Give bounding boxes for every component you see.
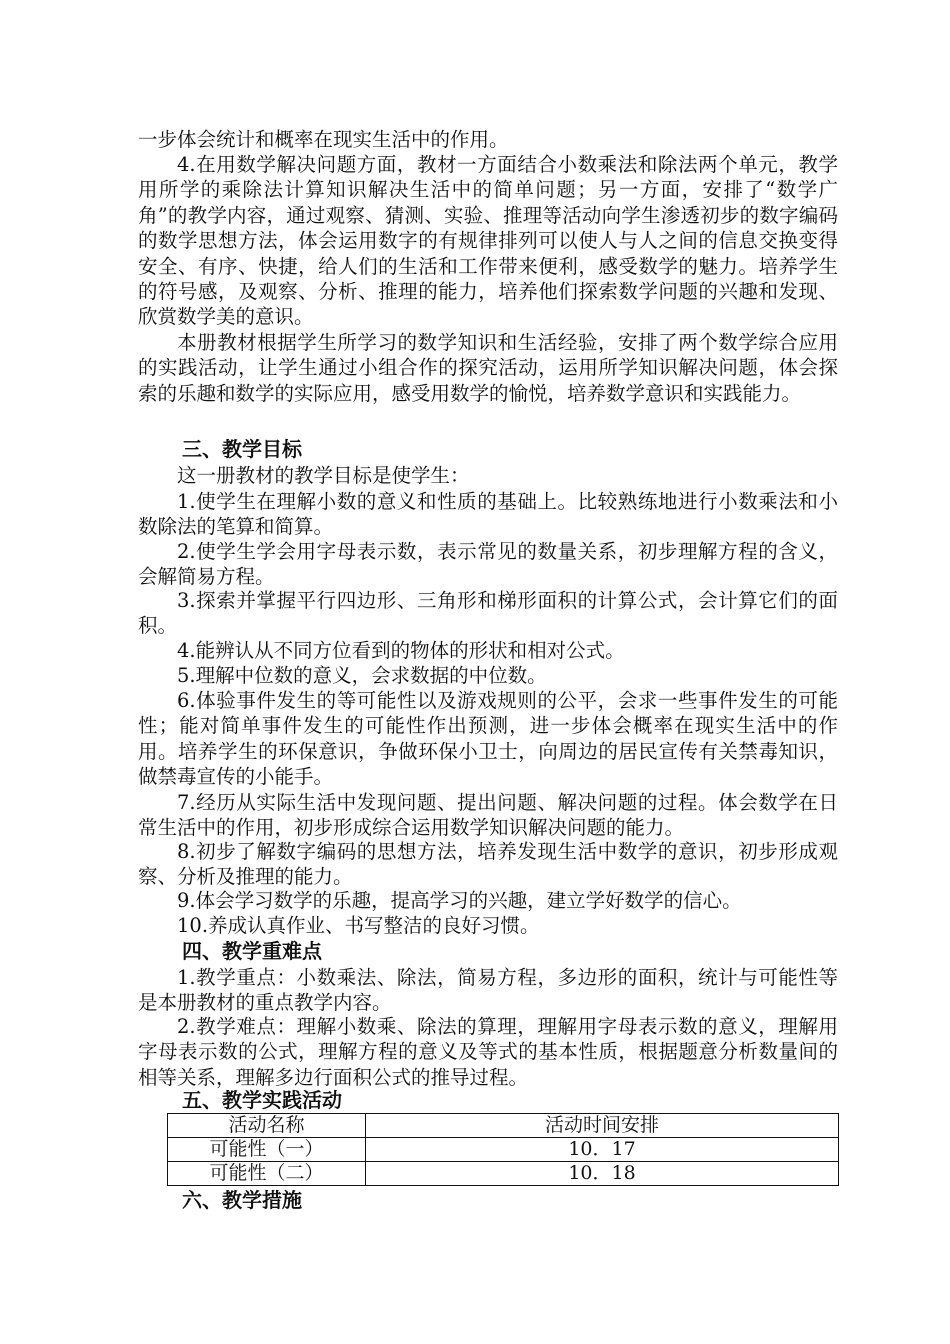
paragraph-practice-activities: 本册教材根据学生所学习的数学知识和生活经验，安排了两个数学综合应用的实践活动，让学生通过小组合作的探究活动，运用所学知识解决问题，体会探索的乐趣和数学的实际应用，感受用数学的愉悦，培养数学意识和实践能力。 — [138, 331, 838, 405]
paragraph-problem-solving: 4.在用数学解决问题方面，教材一方面结合小数乘法和除法两个单元，教学用所学的乘除法计算知识解决生活中的简单问题；另一方面，安排了“数学广角”的教学内容，通过观察、猜测、实验、推理等活动向学生渗透初步的数字编码的数学思想方法，体会运用数字的有规律排列可以使人与人之间的信息交换变得安全、有序、快捷，给人们的生活和工作带来便利，感受数学的魅力。培养学生的符号感，及观察、分析、推理的能力，培养他们探索数学问题的兴趣和发现、欣赏数学美的意识。 — [138, 153, 838, 329]
table-header-row — [168, 1114, 839, 1138]
table-header-activity-time: 活动时间安排 — [366, 1114, 839, 1138]
goal-item-9: 9.体会学习数学的乐趣，提高学习的兴趣，建立学好数学的信心。 — [177, 889, 742, 912]
goal-item-5: 5.理解中位数的意义，会求数据的中位数。 — [177, 664, 547, 687]
goal-item-7: 7.经历从实际生活中发现问题、提出问题、解决问题的过程。体会数学在日常生活中的作用，初步形成综合运用数学知识解决问题的能力。 — [138, 791, 838, 840]
goal-item-8: 8.初步了解数字编码的思想方法，培养发现生活中数学的意识，初步形成观察、分析及推理的能力。 — [138, 840, 838, 889]
key-point-item-1: 1.教学重点：小数乘法、除法，简易方程，多边形的面积，统计与可能性等是本册教材的重点教学内容。 — [138, 966, 838, 1015]
goal-item-10: 10.养成认真作业、书写整洁的良好习惯。 — [177, 914, 540, 937]
activity-table — [167, 1113, 839, 1186]
goal-item-3: 3.探索并掌握平行四边形、三角形和梯形面积的计算公式，会计算它们的面积。 — [138, 589, 838, 638]
key-point-item-2: 2.教学难点：理解小数乘、除法的算理，理解用字母表示数的意义，理解用字母表示数的公式，理解方程的意义及等式的基本性质，根据题意分析数量间的相等关系，理解多边行面积公式的推导过程。 — [138, 1015, 838, 1089]
table-row — [168, 1138, 839, 1162]
table-cell-activity-time: 10．18 — [366, 1162, 839, 1186]
table-cell-activity-name: 可能性（二） — [168, 1162, 366, 1186]
table-row — [168, 1162, 839, 1186]
table-header-activity-name: 活动名称 — [168, 1114, 366, 1138]
goal-item-4: 4.能辨认从不同方位看到的物体的形状和相对公式。 — [177, 639, 625, 662]
section-heading-teaching-goals: 三、教学目标 — [182, 437, 302, 461]
section-heading-teaching-measures: 六、教学措施 — [182, 1188, 302, 1212]
goal-item-2: 2.使学生学会用字母表示数，表示常见的数量关系，初步理解方程的含义，会解简易方程。 — [138, 540, 838, 589]
paragraph-continuation: 一步体会统计和概率在现实生活中的作用。 — [138, 128, 509, 151]
section-heading-practice-activities: 五、教学实践活动 — [182, 1088, 342, 1112]
goal-item-6: 6.体验事件发生的等可能性以及游戏规则的公平，会求一些事件发生的可能性；能对简单事件发生的可能性作出预测，进一步体会概率在现实生活中的作用。培养学生的环保意识，争做环保小卫士，向周边的居民宣传有关禁毒知识，做禁毒宣传的小能手。 — [138, 689, 838, 789]
goals-intro: 这一册教材的教学目标是使学生： — [177, 464, 470, 487]
table-cell-activity-name: 可能性（一） — [168, 1138, 366, 1162]
table-cell-activity-time: 10．17 — [366, 1138, 839, 1162]
section-heading-key-points: 四、教学重难点 — [182, 939, 322, 963]
goal-item-1: 1.使学生在理解小数的意义和性质的基础上。比较熟练地进行小数乘法和小数除法的笔算和简算。 — [138, 490, 838, 539]
